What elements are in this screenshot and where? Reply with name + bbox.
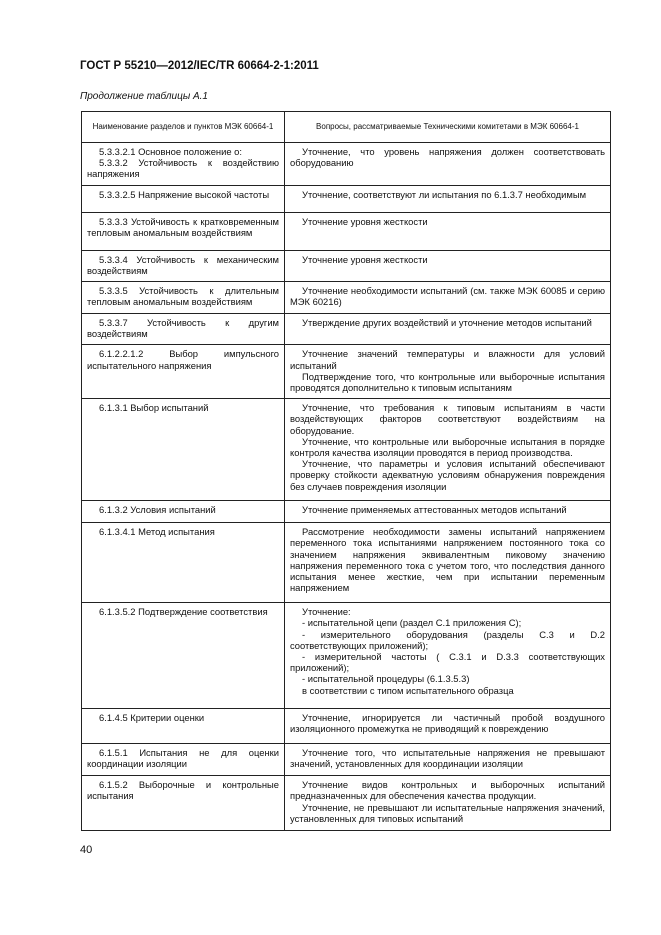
table-row bbox=[82, 185, 611, 212]
table-caption: Продолжение таблицы А.1 bbox=[80, 91, 208, 102]
section-text: 5.3.3.2.5 Напряжение высокой частоты bbox=[99, 188, 270, 200]
question-text: Уточнение, что контрольные или выборочные испытания в порядке контроля качества изоляции проводятся в период производства. bbox=[290, 435, 605, 459]
column-header-questions: Вопросы, рассматриваемые Техническими комитетами в МЭК 60664-1 bbox=[285, 112, 611, 143]
question-text: Уточнение, что уровень напряжения должен соответствовать оборудованию bbox=[290, 146, 605, 169]
section-text: 5.3.3.5 Устойчивость к длительным тепловым аномальным воздействиям bbox=[87, 285, 279, 308]
question-text: Уточнение необходимости испытаний (см. также МЭК 60085 и серию МЭК 60216) bbox=[290, 285, 605, 308]
section-text: 6.1.4.5 Критерии оценки bbox=[99, 712, 205, 724]
question-cell bbox=[285, 250, 611, 281]
question-text: - измерительной частоты ( С.3.1 и D.3.3 соответствующих приложений); bbox=[290, 651, 605, 674]
table-row bbox=[82, 399, 611, 501]
section-cell bbox=[82, 314, 285, 345]
section-text: 6.1.3.4.1 Метод испытания bbox=[99, 526, 215, 538]
section-text: 6.1.3.5.2 Подтверждение соответствия bbox=[99, 606, 268, 618]
section-cell bbox=[82, 282, 285, 314]
section-cell bbox=[82, 212, 285, 250]
table-row bbox=[82, 523, 611, 603]
document-header: ГОСТ Р 55210—2012/IEC/TR 60664-2-1:2011 bbox=[80, 60, 319, 72]
question-text: Уточнение уровня жесткости bbox=[302, 253, 428, 265]
section-text: 6.1.5.2 Выборочные и контрольные испытания bbox=[87, 779, 279, 802]
question-text: Утверждение других воздействий и уточнение методов испытаний bbox=[302, 317, 592, 329]
question-text: - испытательной цепи (раздел С.1 приложения С); bbox=[302, 617, 522, 629]
question-cell bbox=[285, 282, 611, 314]
question-text: Уточнение, соответствуют ли испытания по 6.1.3.7 необходимым bbox=[302, 188, 587, 200]
question-cell bbox=[285, 744, 611, 776]
question-text: Уточнение, игнорируется ли частичный пробой воздушного изоляционного промежутка не приводящий к повреждению bbox=[290, 712, 605, 735]
question-text: Уточнение: bbox=[302, 606, 351, 618]
question-cell bbox=[285, 399, 611, 501]
question-text: - измерительного оборудования (разделы С.3 и D.2 соответствующих приложений); bbox=[290, 628, 605, 651]
table-row bbox=[82, 744, 611, 776]
table-row bbox=[82, 603, 611, 709]
section-cell bbox=[82, 523, 285, 603]
table-row bbox=[82, 501, 611, 523]
question-text: Подтверждение того, что контрольные или выборочные испытания проводятся дополнительно к типовым испытаниям bbox=[290, 370, 605, 394]
section-text: 6.1.2.2.1.2 Выбор импульсного испытательного напряжения bbox=[87, 348, 279, 371]
section-text: 6.1.3.1 Выбор испытаний bbox=[99, 402, 209, 414]
question-cell bbox=[285, 314, 611, 345]
question-text: - испытательной процедуры (6.1.3.5.3) bbox=[302, 673, 470, 685]
section-text: 5.3.3.3 Устойчивость к кратковременным тепловым аномальным воздействиям bbox=[87, 215, 279, 238]
question-cell bbox=[285, 501, 611, 523]
question-text: Уточнение значений температуры и влажности для условий испытаний bbox=[290, 348, 605, 371]
question-text: Уточнение уровня жесткости bbox=[302, 215, 428, 227]
page-number: 40 bbox=[80, 844, 93, 856]
table-row bbox=[82, 143, 611, 186]
question-text: в соответствии с типом испытательного образца bbox=[302, 684, 514, 696]
question-text: Рассмотрение необходимости замены испытаний напряжением переменного тока испытаниями напряжением постоянного тока со значением напряжения эквивалентным пиковому значению напряжения переменного тока с учетом того, что последствия данного испытания менее жесткие, чем при испытании переменным напряжением bbox=[290, 526, 605, 594]
question-cell bbox=[285, 709, 611, 744]
section-text: 6.1.3.2 Условия испытаний bbox=[99, 504, 216, 516]
question-text: Уточнение, что параметры и условия испытаний обеспечивают проверку стойкости адекватную условиям обнаружения повреждения без случаев повреждения изоляции bbox=[290, 458, 605, 492]
section-cell bbox=[82, 345, 285, 399]
question-text: Уточнение того, что испытательные напряжения не превышают значений, установленных для координации изоляции bbox=[290, 747, 605, 770]
question-cell bbox=[285, 345, 611, 399]
table-header-row bbox=[82, 112, 611, 143]
question-text: Уточнение, не превышают ли испытательные напряжения значений, установленных для типовых испытаний bbox=[290, 801, 605, 824]
section-cell bbox=[82, 250, 285, 281]
section-cell bbox=[82, 185, 285, 212]
column-header-sections: Наименование разделов и пунктов МЭК 60664-1 bbox=[82, 112, 285, 143]
section-cell bbox=[82, 709, 285, 744]
question-cell bbox=[285, 523, 611, 603]
table-row bbox=[82, 776, 611, 831]
question-cell bbox=[285, 143, 611, 186]
section-text: 5.3.3.4 Устойчивость к механическим воздействиям bbox=[87, 253, 279, 276]
section-cell bbox=[82, 399, 285, 501]
question-cell bbox=[285, 185, 611, 212]
section-cell bbox=[82, 603, 285, 709]
table-row bbox=[82, 282, 611, 314]
question-cell bbox=[285, 776, 611, 831]
question-cell bbox=[285, 603, 611, 709]
requirements-table bbox=[81, 111, 611, 831]
section-text: 6.1.5.1 Испытания не для оценки координации изоляции bbox=[87, 747, 279, 770]
table-row bbox=[82, 709, 611, 744]
question-cell bbox=[285, 212, 611, 250]
section-cell bbox=[82, 744, 285, 776]
table-row bbox=[82, 314, 611, 345]
table-row bbox=[82, 250, 611, 281]
section-cell bbox=[82, 776, 285, 831]
section-cell bbox=[82, 501, 285, 523]
question-text: Уточнение видов контрольных и выборочных испытаний предназначенных для обеспечения качества продукции. bbox=[290, 779, 605, 802]
question-text: Уточнение применяемых аттестованных методов испытаний bbox=[302, 504, 567, 516]
section-cell bbox=[82, 143, 285, 186]
section-text: 5.3.3.2.1 Основное положение о: bbox=[99, 146, 242, 157]
section-text: 5.3.3.2 Устойчивость к воздействию напряжения bbox=[87, 157, 279, 180]
table-row bbox=[82, 212, 611, 250]
section-text: 5.3.3.7 Устойчивость к другим воздействиям bbox=[87, 317, 279, 340]
table-row bbox=[82, 345, 611, 399]
question-text: Уточнение, что требования к типовым испытаниям в части воздействующих факторов соответствуют воздействиям на оборудование. bbox=[290, 402, 605, 436]
